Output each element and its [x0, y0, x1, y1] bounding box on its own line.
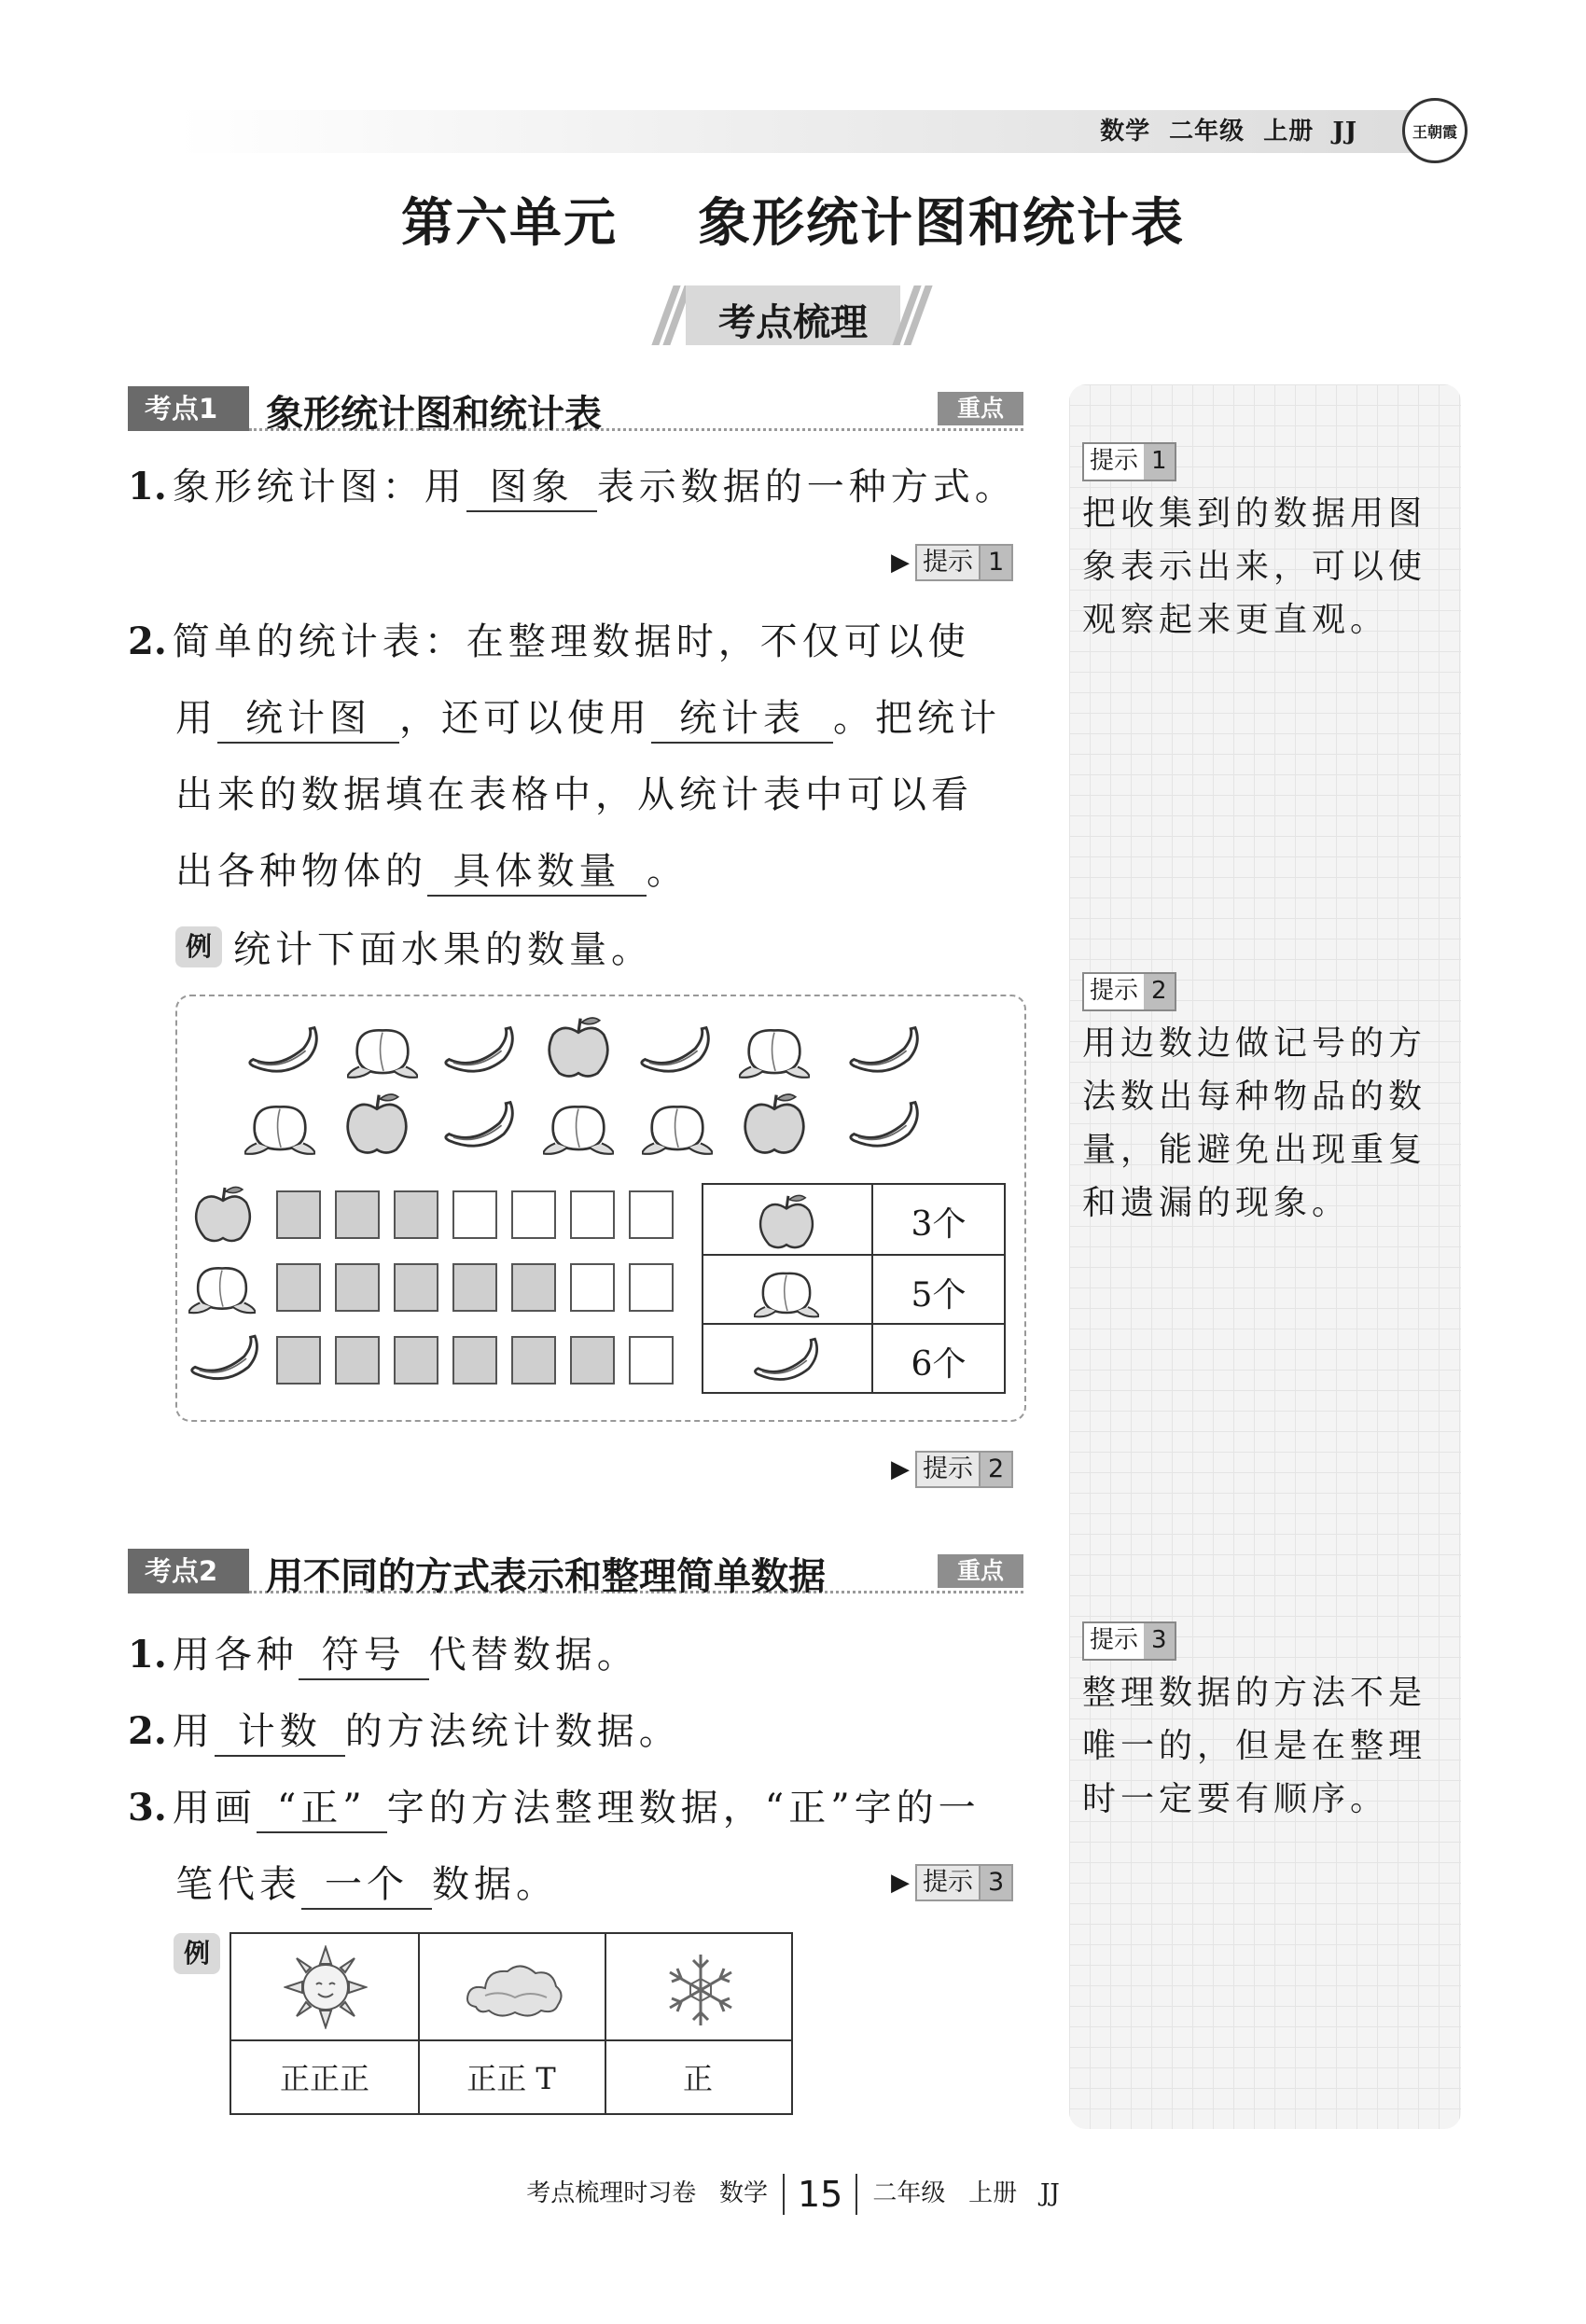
tally-cell-sunny: 正正正	[279, 2061, 369, 2096]
s1-item2-line4: 出各种物体的 具体数量 。	[175, 842, 689, 897]
example-tag: 例	[174, 1933, 220, 1974]
answer-blank: “正”	[257, 1778, 387, 1833]
answer-blank: 计数	[215, 1702, 345, 1757]
table-row	[703, 1185, 1004, 1254]
footer-right: 二年级 上册 JJ	[872, 2179, 1060, 2207]
sidebar-tip-2	[1082, 972, 1465, 1230]
answer-blank: 符号	[299, 1625, 429, 1680]
pictograph-square-empty	[452, 1190, 497, 1239]
answer-blank: 一个	[301, 1855, 432, 1910]
page-footer	[0, 2174, 1586, 2215]
pictograph-square-filled	[276, 1336, 321, 1385]
count-cell: 5个	[911, 1276, 967, 1315]
cloud-icon	[463, 1953, 565, 2027]
play-arrow-icon: ▶	[891, 1869, 910, 1897]
pictograph-square-filled	[511, 1263, 556, 1312]
column-divider	[871, 1185, 873, 1392]
page-number: 15	[783, 2174, 857, 2215]
pictograph-square-filled	[335, 1190, 380, 1239]
play-arrow-icon: ▶	[891, 1455, 910, 1483]
peach-icon	[347, 1017, 418, 1080]
peach-icon	[739, 1017, 810, 1080]
pictograph-square-filled	[276, 1263, 321, 1312]
pictograph-square-empty	[570, 1263, 615, 1312]
peach-icon	[188, 1256, 256, 1315]
answer-blank: 统计表	[651, 689, 833, 744]
banana-icon	[750, 1330, 821, 1388]
sidebar-tip-1	[1082, 442, 1465, 647]
section-heading-1	[128, 386, 1023, 436]
table-row	[703, 1254, 1004, 1325]
tip-reference-1[interactable]: ▶ 提示 1	[891, 544, 1013, 581]
pictograph-square-filled	[511, 1336, 556, 1385]
weather-tally-table	[230, 1932, 793, 2115]
apple-icon	[754, 1192, 819, 1250]
tip-text: 把收集到的数据用图 象表示出来，可以使 观察起来更直观。	[1082, 494, 1427, 639]
section-heading-2	[128, 1549, 1023, 1598]
peach-icon	[244, 1093, 315, 1157]
pictograph-square-filled	[276, 1190, 321, 1239]
table-row	[703, 1323, 1004, 1394]
tip-tag: 提示 3	[1082, 1621, 1176, 1661]
peach-icon	[543, 1093, 614, 1157]
pictograph-square-filled	[394, 1263, 438, 1312]
tally-cell-snowy: 正	[682, 2061, 713, 2096]
publisher-logo	[1402, 98, 1468, 163]
section-tag: 考点2	[128, 1549, 249, 1593]
banana-icon	[636, 1019, 713, 1080]
sidebar-tip-3	[1082, 1621, 1465, 1826]
s1-item2-line3: 出来的数据填在表格中，从统计表中可以看	[175, 773, 973, 816]
subject-grade-label: 数学 二年级 上册 JJ	[1100, 118, 1357, 146]
answer-blank: 统计图	[217, 689, 399, 744]
play-arrow-icon: ▶	[891, 549, 910, 577]
banana-icon	[187, 1329, 261, 1386]
pictograph-square-filled	[452, 1336, 497, 1385]
pictograph-square-filled	[335, 1336, 380, 1385]
pictograph-square-empty	[629, 1190, 674, 1239]
count-cell: 6个	[911, 1345, 967, 1384]
sun-icon	[284, 1945, 368, 2029]
example-1	[175, 920, 653, 973]
pictograph-square-filled	[394, 1336, 438, 1385]
tip-tag: 提示 2	[1082, 972, 1176, 1011]
logo-text: 王朝霞	[1412, 122, 1457, 141]
banner-title: 考点梳理	[718, 301, 868, 344]
s1-item2-line2: 用 统计图 ，还可以使用 统计表 。把统计	[175, 689, 1001, 744]
pictograph-square-empty	[570, 1190, 615, 1239]
key-point-badge: 重点	[938, 1554, 1023, 1588]
apple-icon	[543, 1013, 614, 1080]
apple-icon	[341, 1090, 412, 1157]
example-tag: 例	[175, 926, 222, 967]
section-title: 用不同的方式表示和整理简单数据	[266, 1555, 826, 1598]
snowflake-icon	[659, 1949, 743, 2031]
tip-text: 用边数边做记号的方 法数出每种物品的数 量，能避免出现重复 和遗漏的现象。	[1082, 1024, 1427, 1222]
banana-icon	[440, 1019, 517, 1080]
pictograph-square-filled	[452, 1263, 497, 1312]
pictograph-square-filled	[335, 1263, 380, 1312]
answer-blank: 具体数量	[427, 842, 647, 897]
banana-icon	[845, 1093, 922, 1155]
s1-item2-line1: 2. 简单的统计表：在整理数据时，不仅可以使	[128, 619, 970, 663]
banana-icon	[440, 1093, 517, 1155]
tip-tag: 提示 1	[1082, 442, 1176, 481]
banana-icon	[845, 1019, 922, 1080]
pictograph-square-filled	[570, 1336, 615, 1385]
pictograph-square-empty	[629, 1336, 674, 1385]
key-point-badge: 重点	[938, 392, 1023, 425]
section-banner	[653, 285, 933, 345]
s1-item1: 1. 象形统计图：用 图象 表示数据的一种方式。	[128, 457, 1017, 512]
pictograph-square-empty	[511, 1190, 556, 1239]
fruit-count-table	[702, 1183, 1006, 1394]
banana-icon	[244, 1019, 321, 1080]
peach-icon	[642, 1093, 713, 1157]
apple-icon	[739, 1090, 810, 1157]
s2-item3-line2: 笔代表 一个 数据。	[175, 1855, 558, 1910]
tip-reference-3[interactable]: ▶ 提示 3	[891, 1864, 1013, 1901]
tally-cell-cloudy: 正正 T	[466, 2061, 556, 2096]
pictograph-square-empty	[629, 1263, 674, 1312]
example-text: 统计下面水果的数量。	[233, 928, 653, 971]
s2-item2: 2. 用 计数 的方法统计数据。	[128, 1702, 681, 1757]
section-tag: 考点1	[128, 386, 249, 431]
apple-icon	[190, 1183, 256, 1245]
section-title: 象形统计图和统计表	[266, 393, 602, 436]
tip-reference-2[interactable]: ▶ 提示 2	[891, 1451, 1013, 1488]
row-divider	[231, 2039, 791, 2041]
s2-item1: 1. 用各种 符号 代替数据。	[128, 1625, 639, 1680]
unit-title: 第六单元 象形统计图和统计表	[401, 192, 1185, 254]
pictograph-square-filled	[394, 1190, 438, 1239]
footer-left: 考点梳理时习卷 数学	[526, 2179, 768, 2207]
tip-text: 整理数据的方法不是 唯一的，但是在整理 时一定要有顺序。	[1082, 1674, 1427, 1818]
count-cell: 3个	[911, 1205, 967, 1244]
answer-blank: 图象	[466, 457, 597, 512]
s2-item3-line1: 3. 用画 “正” 字的方法整理数据，“正”字的一	[128, 1778, 981, 1833]
peach-icon	[754, 1261, 819, 1319]
